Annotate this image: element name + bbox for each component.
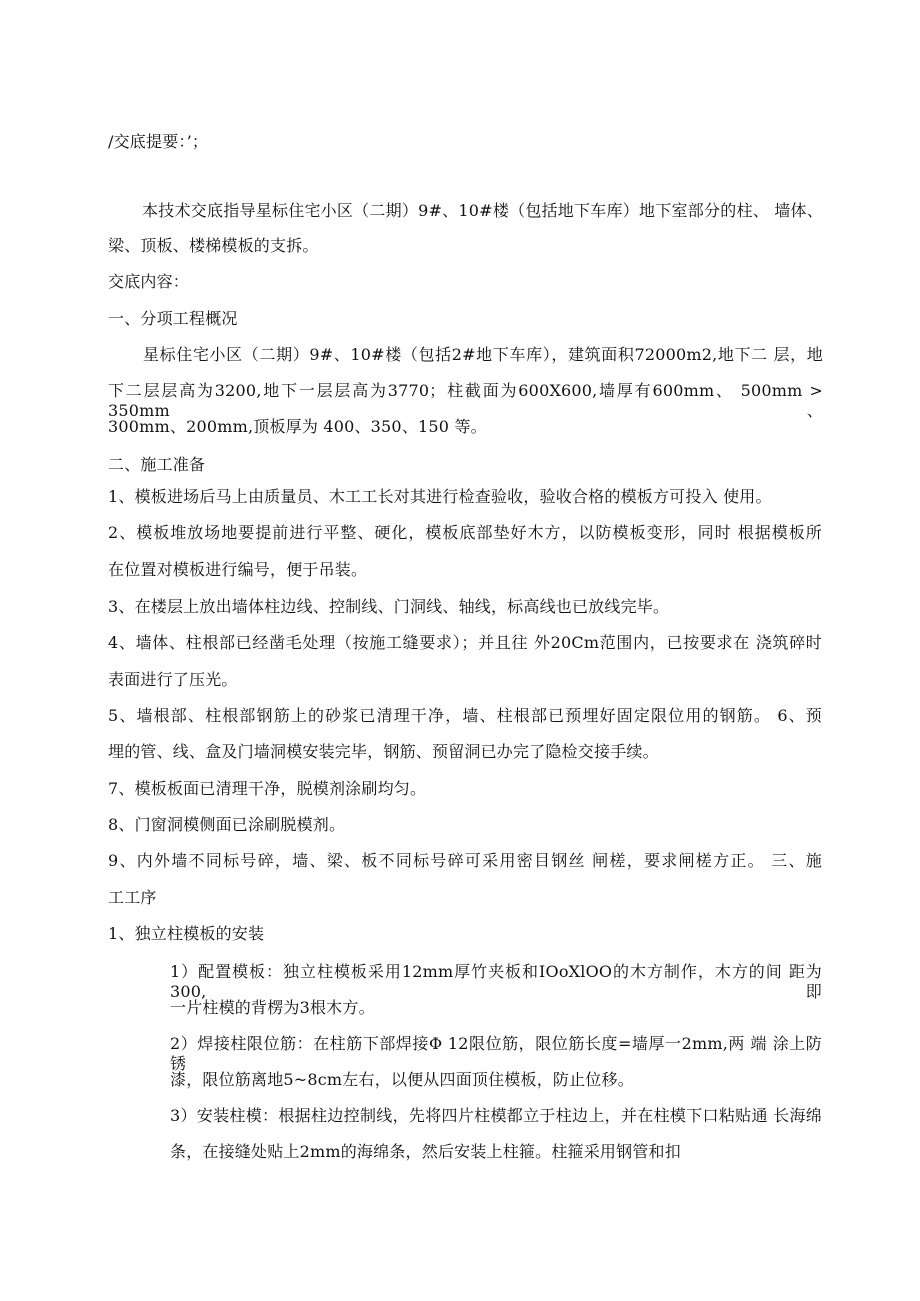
summary-heading: /交底提要：’； <box>108 132 209 151</box>
step-1-title: 1、独立柱模板的安装 <box>108 924 265 943</box>
prep-item-5-line-1: 5、墙根部、柱根部钢筋上的砂浆已清理干净，墙、柱根部已预埋好固定限位用的钢筋。 6、预 <box>108 706 822 725</box>
prep-item-9-line-1: 9、内外墙不同标号碎，墙、梁、板不同标号碎可采用密目钢丝 闸槎，要求闸槎方正。 三、施 <box>108 851 822 870</box>
prep-item-4-line-1: 4、墙体、柱根部已经凿毛处理（按施工缝要求）；并且往 外20Cm范围内，已按要求在 浇筑碎时 <box>108 633 822 652</box>
prep-item-9-line-2: 工工序 <box>108 888 157 907</box>
section-1-line-1: 星标住宅小区（二期）9#、10#楼（包括2#地下车库），建筑面积72000m2,地下二 层，地 <box>143 345 823 364</box>
content-heading: 交底内容： <box>108 272 190 291</box>
prep-item-4-line-2: 表面进行了压光。 <box>108 670 238 689</box>
section-1-line-2: 下二层层高为3200,地下一层层高为3770；柱截面为600X600,墙厚有600mm、 500mm > 350mm、 <box>108 381 823 420</box>
step-1-1-line-2: 一片柱模的背楞为3根木方。 <box>170 998 375 1017</box>
section-2-title: 二、施工准备 <box>108 455 206 474</box>
section-1-title: 一、分项工程概况 <box>108 309 238 328</box>
step-1-2-line-2: 漆，限位筋离地5~8cm左右，以便从四面顶住模板，防止位移。 <box>170 1070 634 1089</box>
prep-item-3: 3、在楼层上放出墙体柱边线、控制线、门洞线、轴线，标高线也已放线完毕。 <box>108 597 670 616</box>
prep-item-7: 7、模板板面已清理干净，脱模剂涂刷均匀。 <box>108 779 427 798</box>
prep-item-2-line-2: 在位置对模板进行编号，便于吊装。 <box>108 560 368 579</box>
step-1-3-line-2: 条，在接缝处贴上2mm的海绵条，然后安装上柱箍。柱箍采用钢管和扣 <box>170 1142 681 1161</box>
prep-item-8: 8、门窗洞模侧面已涂刷脱模剂。 <box>108 815 346 834</box>
intro-line-1: 本技术交底指导星标住宅小区（二期）9#、10#楼（包括地下车库）地下室部分的柱、 墙体、 <box>142 201 823 220</box>
step-1-3-line-1: 3）安装柱模：根据柱边控制线，先将四片柱模都立于柱边上，并在柱模下口粘贴通 长海绵 <box>170 1106 822 1125</box>
section-1-line-3: 300mm、200mm,顶板厚为 400、350、150 等。 <box>108 417 487 436</box>
step-1-1-line-1: 1）配置模板：独立柱模板采用12mm厚竹夹板和IOoXlOO的木方制作，木方的间 距为300,即 <box>170 962 822 1001</box>
prep-item-5-line-2: 埋的管、线、盒及门墙洞模安装完毕，钢筋、预留洞已办完了隐检交接手续。 <box>108 742 659 761</box>
intro-line-2: 梁、顶板、楼梯模板的支拆。 <box>108 236 319 255</box>
step-1-2-line-1: 2）焊接柱限位筋：在柱筋下部焊接Φ 12限位筋，限位筋长度=墙厚一2mm,两 端 涂上防锈 <box>170 1034 822 1073</box>
prep-item-1: 1、模板进场后马上由质量员、木工工长对其进行检查验收，验收合格的模板方可投入 使用。 <box>108 487 772 506</box>
prep-item-2-line-1: 2、模板堆放场地要提前进行平整、硬化，模板底部垫好木方，以防模板变形，同时 根据模板所 <box>108 523 822 542</box>
